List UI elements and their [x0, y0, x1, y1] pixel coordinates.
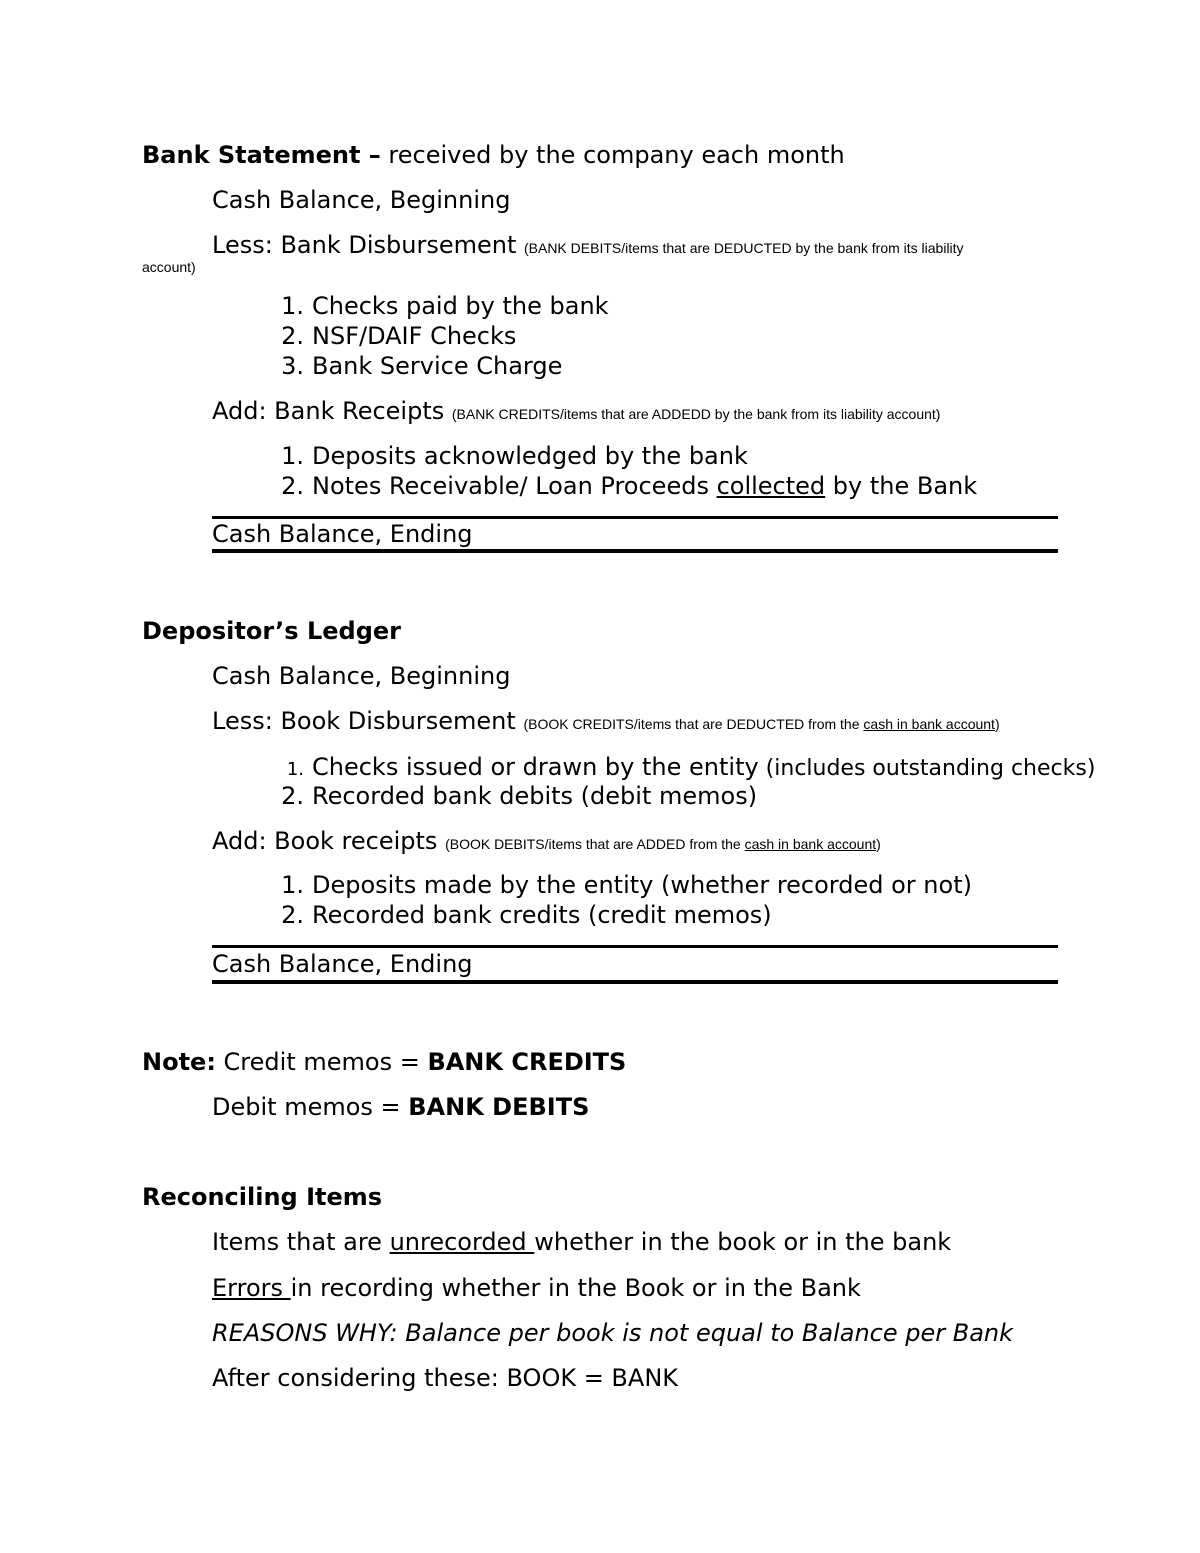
list-item	[268, 472, 977, 500]
depositor-ledger-heading: Depositor’s Ledger	[142, 617, 401, 645]
bank-less-note: (BANK DEBITS/items that are DEDUCTED by the bank from its liability	[523, 240, 964, 256]
bank-add-line	[212, 397, 940, 428]
list-item-text-end: by the Bank	[825, 472, 978, 500]
reconciling-line-1	[212, 1228, 951, 1256]
book-cash-balance-ending: Cash Balance, Ending	[212, 950, 473, 978]
note-bold-term: BANK CREDITS	[427, 1048, 627, 1076]
list-item-text: Checks issued or drawn by the entity	[312, 753, 759, 781]
list-item	[268, 871, 972, 899]
list-item-text: Notes Receivable/ Loan Proceeds	[312, 472, 717, 500]
reconciling-text: Items that are	[212, 1228, 390, 1256]
book-add-note: (BOOK DEBITS/items that are ADDED from the	[445, 836, 745, 852]
bank-statement-description: received by the company each month	[380, 141, 845, 169]
underlined-word: unrecorded	[389, 1228, 535, 1256]
reconciling-text-end: whether in the book or in the bank	[534, 1228, 952, 1256]
book-less-note-end: )	[994, 716, 1000, 732]
list-number: 1.	[281, 292, 304, 320]
list-item	[268, 352, 562, 380]
reconciling-line-2	[212, 1274, 861, 1302]
bank-cash-balance-beginning: Cash Balance, Beginning	[212, 186, 511, 214]
list-number: 2.	[281, 472, 304, 500]
reconciling-reasons: REASONS WHY: Balance per book is not equal to Balance per Bank	[212, 1319, 1014, 1347]
note-text: Credit memos =	[215, 1048, 428, 1076]
book-less-note: (BOOK CREDITS/items that are DEDUCTED from the	[523, 716, 864, 732]
note-line-1	[142, 1048, 626, 1076]
bank-add-label: Add: Bank Receipts	[212, 397, 452, 425]
reconciling-text-end: in recording whether in the Book or in the Bank	[290, 1274, 861, 1302]
book-add-note-end: )	[876, 836, 881, 852]
list-number: 2.	[281, 322, 304, 350]
bank-statement-heading: Bank Statement –	[142, 141, 381, 169]
book-less-line	[212, 707, 1000, 738]
bank-cash-balance-ending: Cash Balance, Ending	[212, 520, 473, 548]
list-item	[268, 901, 772, 929]
list-number: 2.	[281, 901, 304, 929]
bank-less-line	[212, 231, 964, 262]
list-item-text: Deposits acknowledged by the bank	[312, 442, 748, 470]
underlined-word: collected	[716, 472, 826, 500]
reconciling-conclusion: After considering these: BOOK = BANK	[212, 1364, 679, 1392]
note-line-2	[212, 1093, 589, 1121]
list-item-text: Deposits made by the entity (whether recorded or not)	[312, 871, 972, 899]
book-less-note-underlined: cash in bank account	[863, 716, 995, 732]
divider-bottom	[212, 980, 1058, 984]
note-text: Debit memos =	[212, 1093, 409, 1121]
list-item-text: NSF/DAIF Checks	[312, 322, 517, 350]
list-item	[268, 292, 609, 320]
book-add-label: Add: Book receipts	[212, 827, 446, 855]
book-cash-balance-beginning: Cash Balance, Beginning	[212, 662, 511, 690]
list-item-text: Recorded bank credits (credit memos)	[312, 901, 772, 929]
list-item	[268, 322, 516, 350]
list-item-text: Checks paid by the bank	[312, 292, 609, 320]
list-item	[268, 753, 1095, 784]
underlined-word: Errors	[212, 1274, 291, 1302]
note-label: Note:	[142, 1048, 216, 1076]
book-add-line	[212, 827, 881, 858]
note-bold-term: BANK DEBITS	[408, 1093, 590, 1121]
divider-top	[212, 516, 1058, 519]
list-number: 1.	[281, 871, 304, 899]
list-number: 1.	[286, 759, 304, 780]
list-item	[268, 782, 757, 810]
book-less-label: Less: Book Disbursement	[212, 707, 524, 735]
reconciling-items-heading: Reconciling Items	[142, 1183, 383, 1211]
list-number: 2.	[281, 782, 304, 810]
list-item-text: Bank Service Charge	[312, 352, 563, 380]
bank-less-note-continued: account)	[142, 259, 196, 275]
list-number: 3.	[281, 352, 304, 380]
bank-add-note: (BANK CREDITS/items that are ADDEDD by the bank from its liability account)	[451, 406, 941, 422]
divider-bottom	[212, 549, 1058, 553]
list-item-extra: (includes outstanding checks)	[758, 756, 1096, 781]
list-item	[268, 442, 748, 470]
list-item-text: Recorded bank debits (debit memos)	[312, 782, 758, 810]
bank-statement-heading-line	[142, 141, 845, 169]
bank-less-label: Less: Bank Disbursement	[212, 231, 524, 259]
list-number: 1.	[281, 442, 304, 470]
book-add-note-underlined: cash in bank account	[744, 836, 877, 852]
divider-top	[212, 945, 1058, 948]
